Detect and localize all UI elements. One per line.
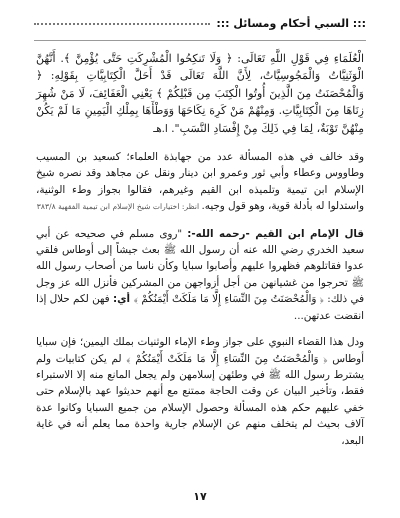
body-paragraph xyxy=(36,149,364,216)
paragraph-lead: قال الإمام ابن القيم -رحمه الله-: xyxy=(187,227,364,240)
running-title: ::: السبي أحكام ومسائل ::: xyxy=(216,16,366,30)
quran-quote-text: الْعُلَمَاءِ فِي قَوْلِ اللَّهِ تَعَالَى: ﴿ وَلَا تَنكِحُوا الْمُشْرِكَتِ حَتَّى يُؤْمِنَّ ﴾. أَنَّهُنَّ الْوَثَنِيَّاتُ وَالْمَجُوسِيَّاتُ، لِأَنَّ اللَّهَ تَعَالَى قَدْ أَحَلَّ الْكِتَابِيَّاتِ بِقَوْلِهِ: ﴿ وَالْمُحْصَنَتُ مِنَ الَّذِينَ أُوتُوا الْكِتَبَ مِن قَبْلِكُمْ ﴾ يَعْنِي الْعَفَائِفَ، لَا مَنْ شُهِرَ زِنَاهَا مِنَ الْكِتَابِيَّاتِ. وَمِنْهُمْ مَنْ كَرِهَ نِكَاحَهَا وَوَطْأَهَا بِمِلْكِ الْيَمِينِ مَا لَمْ يَكُنْ مِنْهُنَّ تَوْبَةٌ، لِمَا فِي ذَلِكَ مِنْ إِفْسَادِ النَّسَبِ". xyxy=(36,52,364,135)
quote-end-marker: ا.هـ xyxy=(153,122,172,135)
paragraph-text-continued: فهن لكم حلال إذا انقضت عدتهن... xyxy=(36,293,364,322)
page-header xyxy=(34,8,366,38)
paragraph-text: "روى مسلم في صحيحه عن أبي سعيد الخدري رضي الله عنه أن رسول الله ﷺ بعث جيشاً إلى أوطاس فلقي عدوا فقاتلوهم فظهروا عليهم وأصابوا سبايا وكأن ناسا من أصحاب رسول الله ﷺ تحرجوا من غشيانهن من أجل أزواجهن من المشركين فأنزل الله عز وجل في ذلك: ﴿ وَالْمُحْصَنَتُ مِنَ النِّسَاءِ إِلَّا مَا مَلَكَتْ أَيْمَنُكُمْ ﴾ xyxy=(36,227,364,306)
paragraph-text: وقد خالف في هذه المسألة عدد من جهابذة العلماء؛ كسعيد بن المسيب وطاووس وعطاء وأبي ثور وعمرو ابن دينار ونقل عن مجاهد وقد نصره شيخ الإسلام ابن تيمية وتلميذه ابن القيم وغيرهم، فقالوا بجواز وطء الوثنية، واستدلوا له بأدلة قوية، وهو قول وجيه. xyxy=(36,151,364,213)
quoted-paragraph xyxy=(36,50,364,137)
page-body xyxy=(36,50,364,449)
explanation-marker: أي: xyxy=(112,293,134,306)
page-number: ١٧ xyxy=(193,490,207,503)
footnote-reference: انظر: اختيارات شيخ الإسلام ابن تيمية الفقهية ٣٨٣/٨ xyxy=(36,202,202,212)
ibn-qayyim-paragraph xyxy=(36,226,364,324)
paragraph-text: ودل هذا القضاء النبوي على جواز وطء الإماء الوثنيات بملك اليمين؛ فإن سبايا أوطاس ﴿ وَالْمُحْصَنَتُ مِنَ النِّسَاءِ إِلَّا مَا مَلَكَتْ أَيْمَنُكُمْ ﴾ لم يكن كتابيات ولم يشترط رسول الله ﷺ في وطئهن إسلامهن ولم يجعل المانع منه إلا الاستبراء فقط، وتأخير البيان عن وقت الحاجة ممتنع مع أنهم حديثوا عهد بالإسلام حتى خفي عليهم حكم هذه المسألة وحصول الإسلام من جميع السبايا وكانوا عدة آلاف بحيث لم يتخلف منهم عن الإسلام جارية واحدة مما يعلم أنه في غاية البعد، xyxy=(36,336,364,447)
header-dotted-line xyxy=(34,23,210,25)
header-divider xyxy=(34,40,366,41)
body-paragraph xyxy=(36,334,364,449)
